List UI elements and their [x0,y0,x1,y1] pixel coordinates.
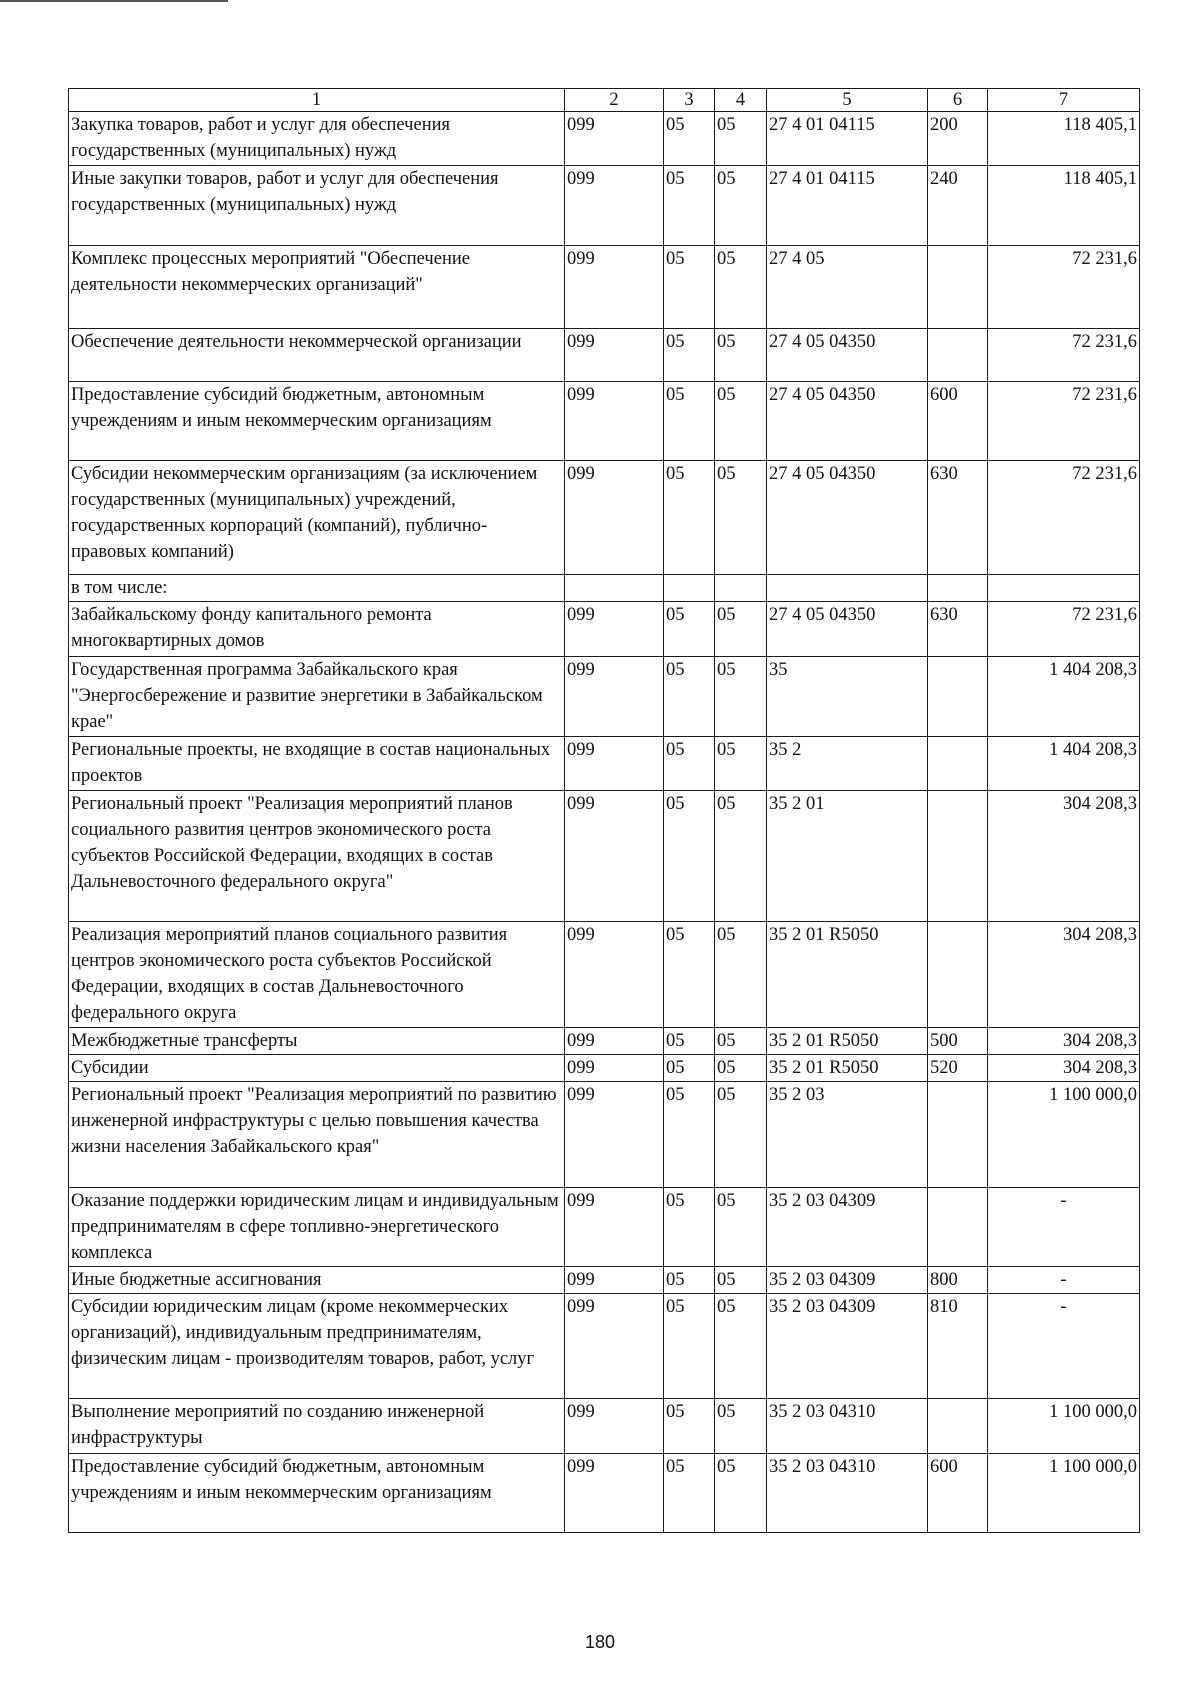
expense-type-cell: 520 [928,1055,988,1082]
row-name-cell: Реализация мероприятий планов социального развития центров экономического роста субъектов Российской Федерации, входящих в состав Дальневосточного федерального округа [69,922,565,1028]
admin-code-cell: 099 [565,112,664,166]
expense-type-cell: 500 [928,1028,988,1055]
row-name-cell: Субсидии некоммерческим организациям (за исключением государственных (муниципальных) учреждений, государственных корпораций (компаний), публично-правовых компаний) [69,461,565,575]
table-row [69,602,1140,657]
amount-cell: 72 231,6 [988,329,1140,382]
table-row [69,112,1140,166]
admin-code-cell: 099 [565,922,664,1028]
section-cell: 05 [664,461,715,575]
subsection-cell: 05 [715,657,767,737]
target-article-cell: 35 2 01 R5050 [767,922,928,1028]
scan-edge-mark [0,0,228,2]
section-cell: 05 [664,1399,715,1454]
header-cell: 6 [928,89,988,112]
table-row [69,382,1140,461]
admin-code-cell: 099 [565,791,664,922]
row-name-cell: Обеспечение деятельности некоммерческой организации [69,329,565,382]
table-row [69,737,1140,791]
expense-type-cell [928,1399,988,1454]
amount-cell: 1 404 208,3 [988,737,1140,791]
amount-cell: 72 231,6 [988,382,1140,461]
amount-cell: 72 231,6 [988,461,1140,575]
row-name-cell: Субсидии [69,1055,565,1082]
section-cell: 05 [664,246,715,329]
expense-type-cell: 800 [928,1267,988,1294]
section-cell: 05 [664,1082,715,1188]
section-cell: 05 [664,1188,715,1267]
amount-cell: 304 208,3 [988,1028,1140,1055]
table-row [69,1188,1140,1267]
subsection-cell: 05 [715,737,767,791]
target-article-cell: 27 4 05 04350 [767,602,928,657]
section-cell: 05 [664,1454,715,1533]
table-row [69,1454,1140,1533]
row-name-cell: Выполнение мероприятий по созданию инженерной инфраструктуры [69,1399,565,1454]
target-article-cell: 35 [767,657,928,737]
row-name-cell: Предоставление субсидий бюджетным, автономным учреждениям и иным некоммерческим организациям [69,1454,565,1533]
row-name-cell: Иные бюджетные ассигнования [69,1267,565,1294]
amount-cell: 118 405,1 [988,112,1140,166]
row-name-cell: Региональный проект "Реализация мероприятий по развитию инженерной инфраструктуры с целью повышения качества жизни населения Забайкальского края" [69,1082,565,1188]
row-name-cell: Иные закупки товаров, работ и услуг для обеспечения государственных (муниципальных) нужд [69,166,565,246]
header-cell: 3 [664,89,715,112]
amount-cell [988,575,1140,602]
expense-type-cell [928,1188,988,1267]
admin-code-cell: 099 [565,382,664,461]
expense-type-cell: 240 [928,166,988,246]
amount-cell: 72 231,6 [988,246,1140,329]
target-article-cell: 35 2 03 04309 [767,1188,928,1267]
table-row [69,246,1140,329]
target-article-cell: 35 2 03 04309 [767,1267,928,1294]
section-cell: 05 [664,737,715,791]
amount-cell: 304 208,3 [988,1055,1140,1082]
admin-code-cell: 099 [565,1454,664,1533]
section-cell: 05 [664,329,715,382]
row-name-cell: Забайкальскому фонду капитального ремонта многоквартирных домов [69,602,565,657]
table-row [69,575,1140,602]
expense-type-cell [928,246,988,329]
table-row [69,461,1140,575]
admin-code-cell: 099 [565,1294,664,1399]
amount-cell: 304 208,3 [988,922,1140,1028]
subsection-cell: 05 [715,602,767,657]
page-number: 180 [584,1632,616,1652]
section-cell: 05 [664,382,715,461]
section-cell: 05 [664,112,715,166]
row-name-cell: Комплекс процессных мероприятий "Обеспечение деятельности некоммерческих организаций" [69,246,565,329]
subsection-cell: 05 [715,382,767,461]
amount-cell: 118 405,1 [988,166,1140,246]
expense-type-cell [928,1082,988,1188]
target-article-cell: 27 4 01 04115 [767,112,928,166]
admin-code-cell: 099 [565,1188,664,1267]
amount-cell: 1 100 000,0 [988,1454,1140,1533]
row-name-cell: Субсидии юридическим лицам (кроме некоммерческих организаций), индивидуальным предпринимателям, физическим лицам - производителям товаров, работ, услуг [69,1294,565,1399]
subsection-cell: 05 [715,329,767,382]
subsection-cell [715,575,767,602]
admin-code-cell: 099 [565,246,664,329]
amount-cell: 1 100 000,0 [988,1399,1140,1454]
section-cell: 05 [664,922,715,1028]
section-cell [664,575,715,602]
section-cell: 05 [664,1267,715,1294]
amount-cell: 304 208,3 [988,791,1140,922]
subsection-cell: 05 [715,1454,767,1533]
admin-code-cell [565,575,664,602]
table-row [69,657,1140,737]
row-name-cell: Региональные проекты, не входящие в состав национальных проектов [69,737,565,791]
column-number-row [69,89,1140,112]
target-article-cell: 27 4 05 04350 [767,382,928,461]
target-article-cell: 35 2 01 [767,791,928,922]
expense-type-cell: 600 [928,382,988,461]
expense-type-cell [928,657,988,737]
row-name-cell: Оказание поддержки юридическим лицам и индивидуальным предпринимателям в сфере топливно-энергетического комплекса [69,1188,565,1267]
expense-type-cell [928,329,988,382]
subsection-cell: 05 [715,166,767,246]
admin-code-cell: 099 [565,657,664,737]
header-cell: 2 [565,89,664,112]
subsection-cell: 05 [715,112,767,166]
amount-cell: 1 404 208,3 [988,657,1140,737]
table-row [69,1267,1140,1294]
amount-cell: - [988,1267,1140,1294]
subsection-cell: 05 [715,1267,767,1294]
subsection-cell: 05 [715,461,767,575]
section-cell: 05 [664,602,715,657]
row-name-cell: Предоставление субсидий бюджетным, автономным учреждениям и иным некоммерческим организациям [69,382,565,461]
target-article-cell: 27 4 01 04115 [767,166,928,246]
target-article-cell: 27 4 05 04350 [767,461,928,575]
section-cell: 05 [664,1294,715,1399]
expense-type-cell [928,922,988,1028]
budget-table [68,88,1140,1533]
expense-type-cell [928,575,988,602]
target-article-cell [767,575,928,602]
table-row [69,1055,1140,1082]
subsection-cell: 05 [715,791,767,922]
header-cell: 4 [715,89,767,112]
admin-code-cell: 099 [565,1267,664,1294]
amount-cell: 72 231,6 [988,602,1140,657]
section-cell: 05 [664,791,715,922]
subsection-cell: 05 [715,1082,767,1188]
subsection-cell: 05 [715,1028,767,1055]
expense-type-cell: 630 [928,461,988,575]
row-name-cell: в том числе: [69,575,565,602]
target-article-cell: 35 2 01 R5050 [767,1055,928,1082]
table-row [69,1082,1140,1188]
header-cell: 1 [69,89,565,112]
admin-code-cell: 099 [565,329,664,382]
amount-cell: - [988,1294,1140,1399]
header-cell: 5 [767,89,928,112]
admin-code-cell: 099 [565,461,664,575]
table-row [69,166,1140,246]
target-article-cell: 35 2 03 [767,1082,928,1188]
subsection-cell: 05 [715,922,767,1028]
target-article-cell: 35 2 03 04309 [767,1294,928,1399]
table-row [69,1294,1140,1399]
target-article-cell: 35 2 03 04310 [767,1399,928,1454]
expense-type-cell: 200 [928,112,988,166]
admin-code-cell: 099 [565,737,664,791]
subsection-cell: 05 [715,246,767,329]
table-row [69,922,1140,1028]
row-name-cell: Региональный проект "Реализация мероприятий планов социального развития центров экономического роста субъектов Российской Федерации, входящих в состав Дальневосточного федерального округа" [69,791,565,922]
subsection-cell: 05 [715,1294,767,1399]
table-row [69,791,1140,922]
row-name-cell: Межбюджетные трансферты [69,1028,565,1055]
admin-code-cell: 099 [565,1028,664,1055]
admin-code-cell: 099 [565,1055,664,1082]
expense-type-cell: 600 [928,1454,988,1533]
section-cell: 05 [664,1028,715,1055]
subsection-cell: 05 [715,1055,767,1082]
section-cell: 05 [664,657,715,737]
section-cell: 05 [664,166,715,246]
table-row [69,1028,1140,1055]
target-article-cell: 27 4 05 04350 [767,329,928,382]
amount-cell: 1 100 000,0 [988,1082,1140,1188]
table-row [69,329,1140,382]
expense-type-cell: 810 [928,1294,988,1399]
table-row [69,1399,1140,1454]
admin-code-cell: 099 [565,1399,664,1454]
target-article-cell: 35 2 03 04310 [767,1454,928,1533]
expense-type-cell [928,737,988,791]
expense-type-cell: 630 [928,602,988,657]
subsection-cell: 05 [715,1399,767,1454]
target-article-cell: 27 4 05 [767,246,928,329]
header-cell: 7 [988,89,1140,112]
target-article-cell: 35 2 01 R5050 [767,1028,928,1055]
admin-code-cell: 099 [565,602,664,657]
subsection-cell: 05 [715,1188,767,1267]
target-article-cell: 35 2 [767,737,928,791]
row-name-cell: Государственная программа Забайкальского края "Энергосбережение и развитие энергетики в Забайкальском крае" [69,657,565,737]
section-cell: 05 [664,1055,715,1082]
amount-cell: - [988,1188,1140,1267]
admin-code-cell: 099 [565,166,664,246]
row-name-cell: Закупка товаров, работ и услуг для обеспечения государственных (муниципальных) нужд [69,112,565,166]
admin-code-cell: 099 [565,1082,664,1188]
expense-type-cell [928,791,988,922]
